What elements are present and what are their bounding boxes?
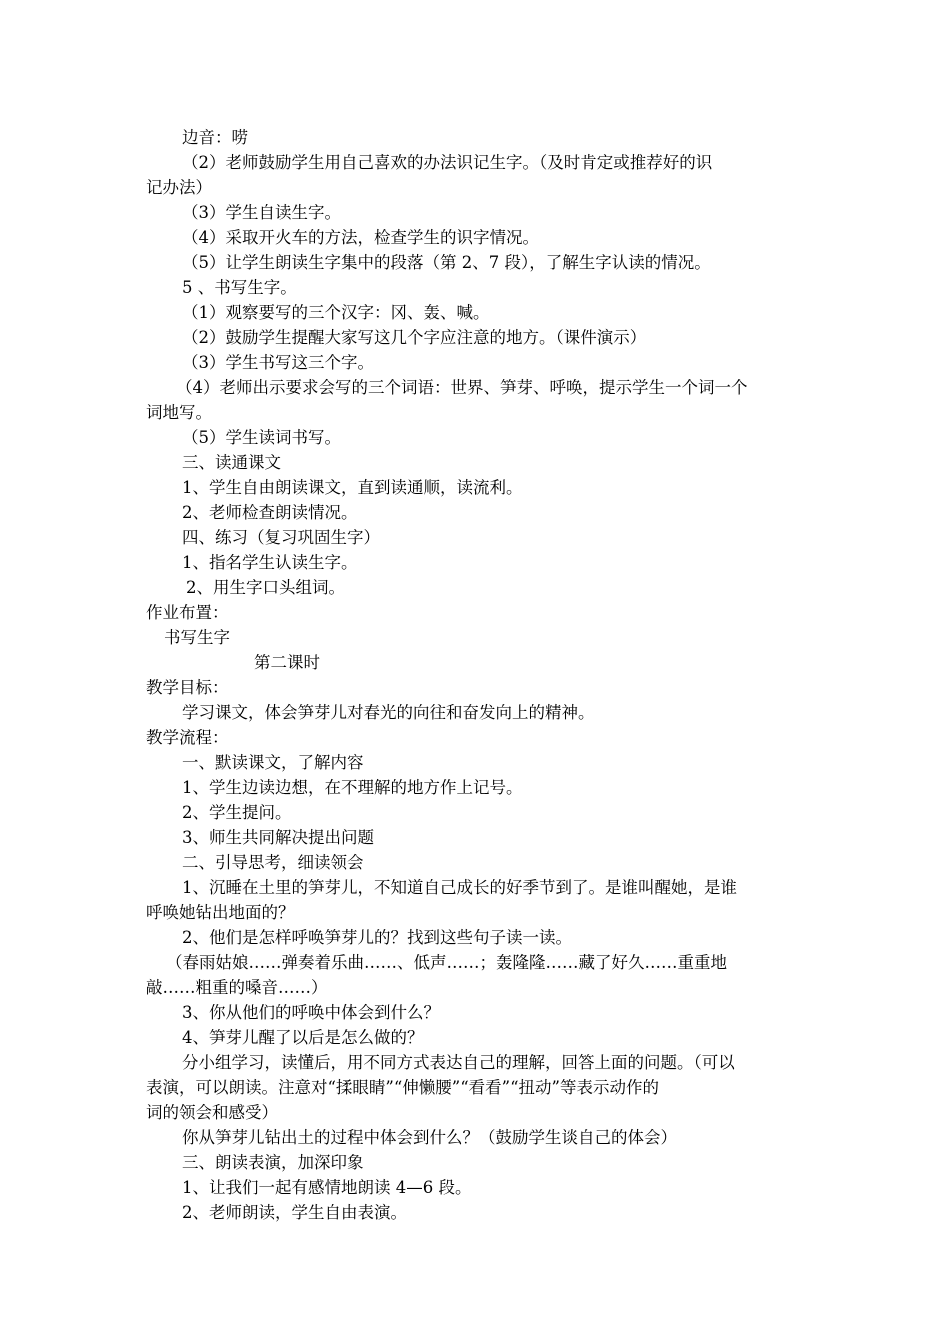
text-line: （春雨姑娘……弹奏着乐曲……、低声……；轰隆隆……藏了好久……重重地 — [166, 953, 727, 972]
text-line: 三、读通课文 — [182, 453, 281, 472]
text-line: 3、师生共同解决提出问题 — [182, 828, 374, 847]
text-line: 边音：唠 — [182, 128, 248, 147]
text-line: （3）学生书写这三个字。 — [182, 353, 374, 372]
text-line: 教学目标： — [146, 678, 229, 697]
text-line: 词的领会和感受） — [146, 1103, 278, 1122]
text-line: 2、学生提问。 — [182, 803, 292, 822]
text-line: 2、老师检查朗读情况。 — [182, 503, 358, 522]
text-line: 学习课文，体会笋芽儿对春光的向往和奋发向上的精神。 — [182, 703, 595, 722]
text-line: （3）学生自读生字。 — [182, 203, 341, 222]
text-line: 四、练习（复习巩固生字） — [182, 528, 380, 547]
text-line: 你从笋芽儿钻出土的过程中体会到什么？（鼓励学生谈自己的体会） — [182, 1128, 677, 1147]
text-line: 二、引导思考，细读领会 — [182, 853, 364, 872]
text-line: 5 、书写生字。 — [182, 278, 297, 297]
text-line: 作业布置： — [146, 603, 229, 622]
text-line: 4、笋芽儿醒了以后是怎么做的？ — [182, 1028, 424, 1047]
text-line: 1、让我们一起有感情地朗读 4—6 段。 — [182, 1178, 472, 1197]
text-line: （5）让学生朗读生字集中的段落（第 2、7 段），了解生字认读的情况。 — [182, 253, 711, 272]
text-line: 表演，可以朗读。注意对“揉眼睛”“伸懒腰”“看看”“扭动”等表示动作的 — [146, 1078, 659, 1097]
text-line: 记办法） — [146, 178, 212, 197]
text-line: （2）鼓励学生提醒大家写这几个字应注意的地方。（课件演示） — [182, 328, 647, 347]
text-line: 教学流程： — [146, 728, 229, 747]
text-line: 1、学生自由朗读课文，直到读通顺，读流利。 — [182, 478, 523, 497]
text-line: （4）采取开火车的方法，检查学生的识字情况。 — [182, 228, 539, 247]
text-line: 2、老师朗读，学生自由表演。 — [182, 1203, 407, 1222]
text-line: （2）老师鼓励学生用自己喜欢的办法识记生字。（及时肯定或推荐好的识 — [182, 153, 713, 172]
text-line: （4）老师出示要求会写的三个词语：世界、笋芽、呼唤，提示学生一个词一个 — [176, 378, 748, 397]
text-line: 2、用生字口头组词。 — [186, 578, 345, 597]
text-line: （1）观察要写的三个汉字：冈、轰、喊。 — [182, 303, 490, 322]
text-line: 书写生字 — [164, 628, 230, 647]
text-line: 第二课时 — [254, 653, 320, 672]
text-line: 呼唤她钻出地面的？ — [146, 903, 295, 922]
text-line: 分小组学习，读懂后，用不同方式表达自己的理解，回答上面的问题。（可以 — [182, 1053, 735, 1072]
text-line: 1、指名学生认读生字。 — [182, 553, 358, 572]
text-line: 3、你从他们的呼唤中体会到什么？ — [182, 1003, 440, 1022]
text-line: 三、朗读表演，加深印象 — [182, 1153, 364, 1172]
text-line: 2、他们是怎样呼唤笋芽儿的？找到这些句子读一读。 — [182, 928, 572, 947]
text-line: 敲……粗重的嗓音……） — [146, 978, 328, 997]
text-line: 1、沉睡在土里的笋芽儿，不知道自己成长的好季节到了。是谁叫醒她，是谁 — [182, 878, 737, 897]
text-line: 词地写。 — [146, 403, 212, 422]
text-line: 一、默读课文，了解内容 — [182, 753, 364, 772]
text-line: （5）学生读词书写。 — [182, 428, 341, 447]
text-line: 1、学生边读边想，在不理解的地方作上记号。 — [182, 778, 523, 797]
